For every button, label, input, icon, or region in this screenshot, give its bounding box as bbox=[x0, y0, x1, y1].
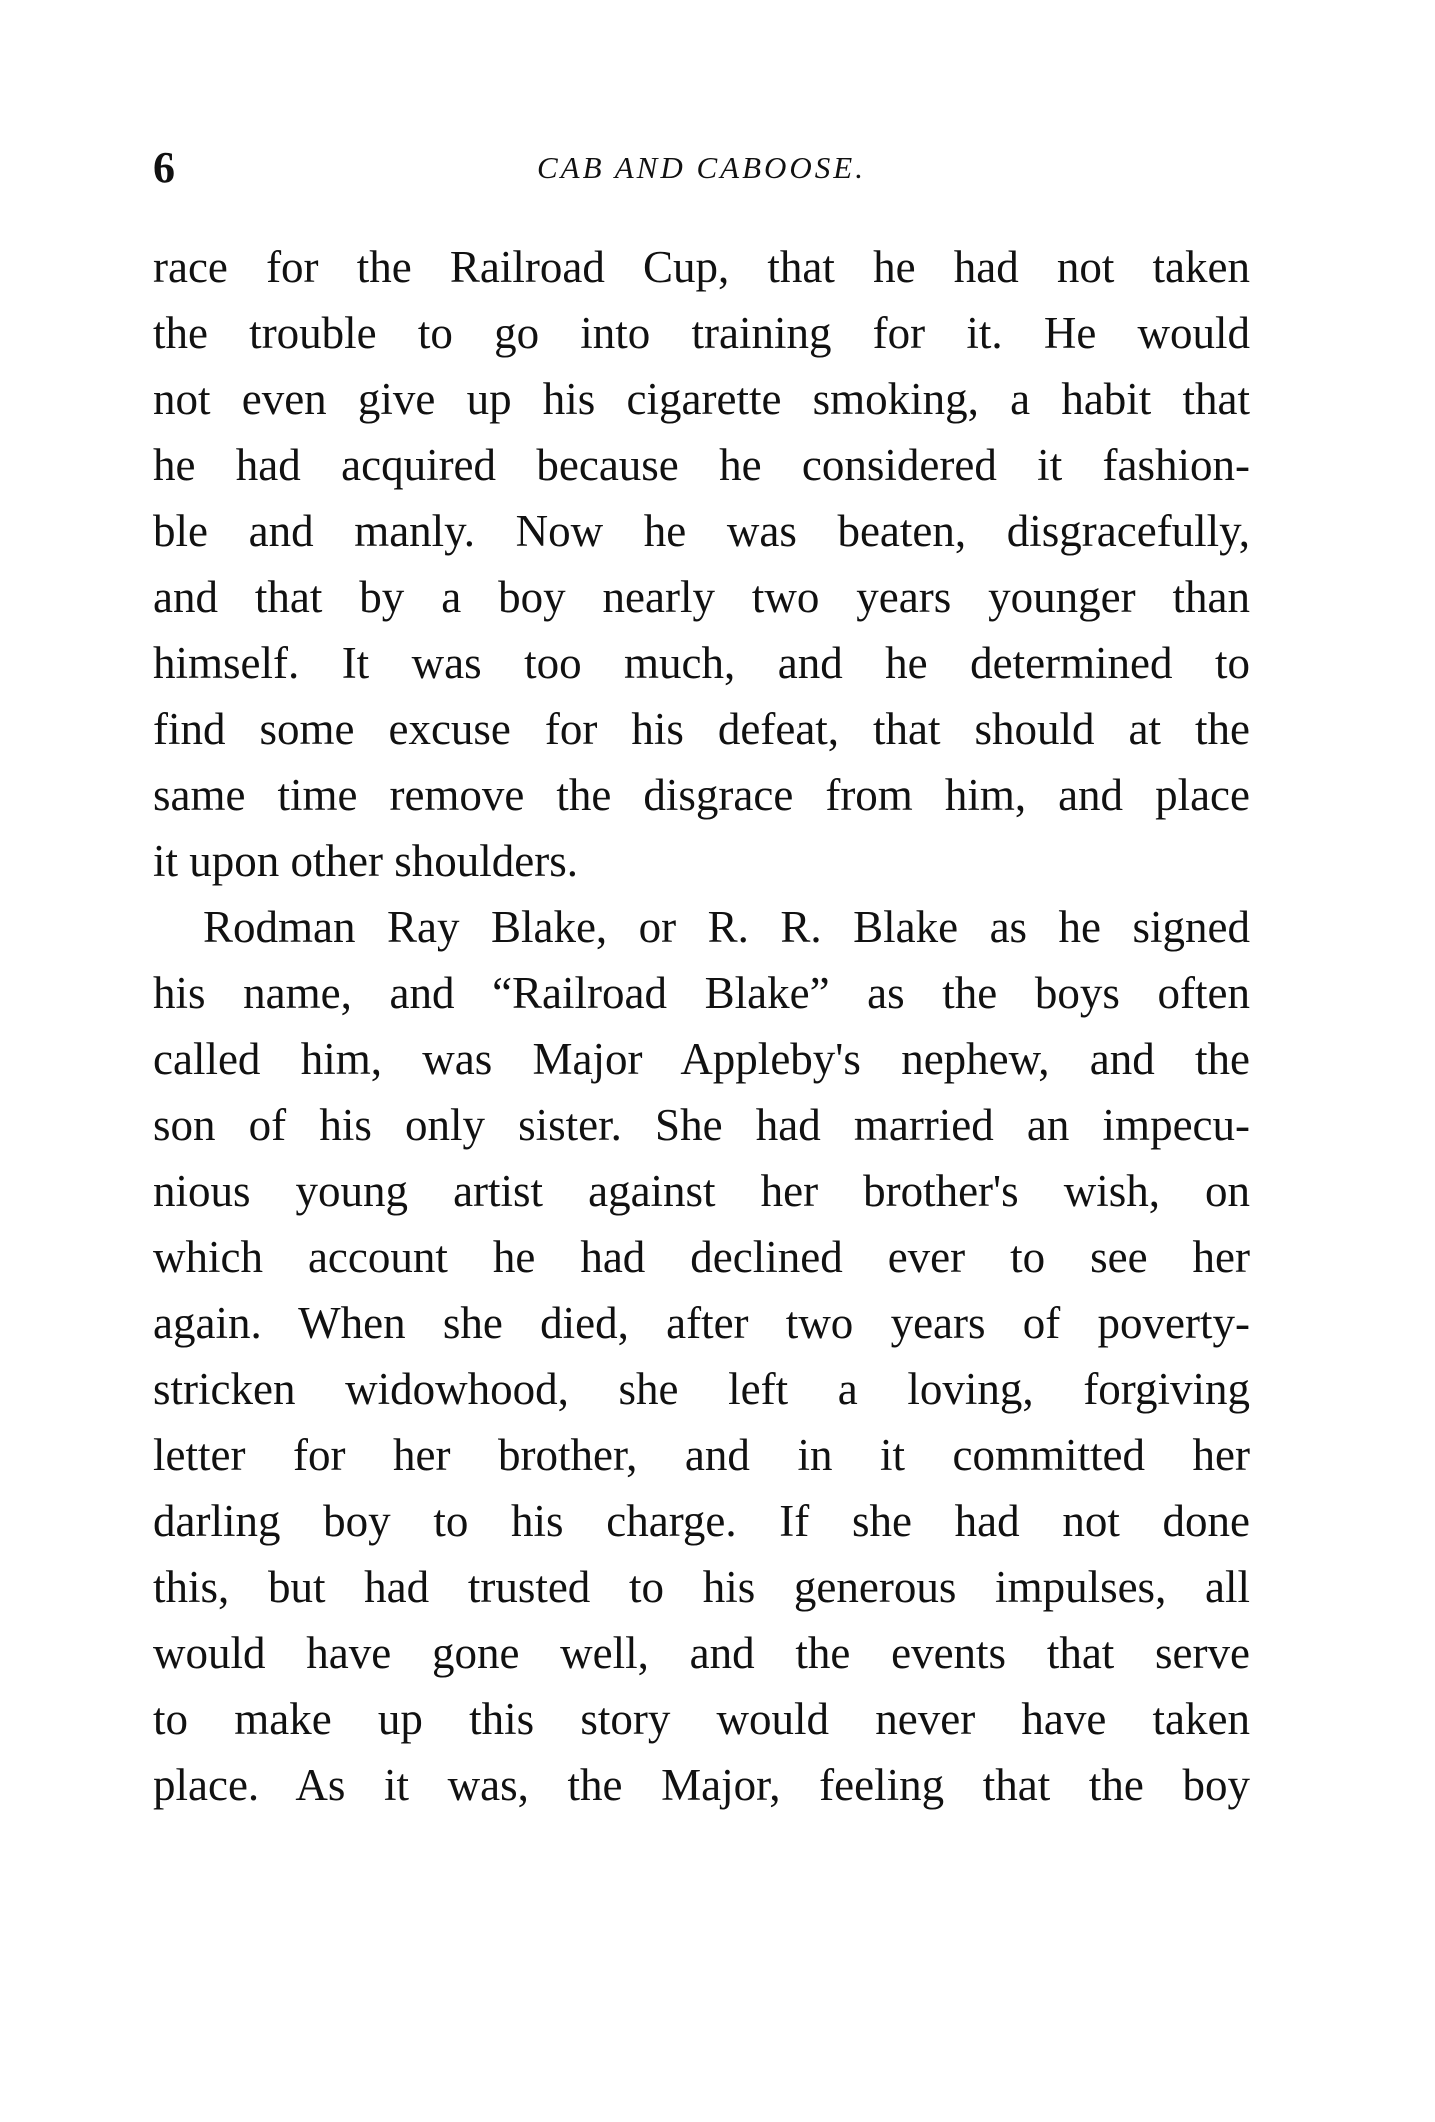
text-line: son of his only sister. She had married an impecu- bbox=[153, 1100, 1250, 1150]
text-line: place. As it was, the Major, feeling that the boy bbox=[153, 1760, 1250, 1810]
page-header bbox=[153, 135, 1250, 201]
text-line: not even give up his cigarette smoking, a habit that bbox=[153, 374, 1250, 424]
text-line: which account he had declined ever to see her bbox=[153, 1232, 1250, 1282]
running-title: CAB AND CABOOSE. bbox=[537, 150, 866, 185]
text-line: again. When she died, after two years of poverty- bbox=[153, 1298, 1250, 1348]
page-body bbox=[153, 234, 1250, 1818]
paragraph-2 bbox=[153, 894, 1250, 1818]
text-line: to make up this story would never have taken bbox=[153, 1694, 1250, 1744]
text-line: find some excuse for his defeat, that should at the bbox=[153, 704, 1250, 754]
text-line: himself. It was too much, and he determined to bbox=[153, 638, 1250, 688]
text-line: stricken widowhood, she left a loving, forgiving bbox=[153, 1364, 1250, 1414]
text-line: ble and manly. Now he was beaten, disgracefully, bbox=[153, 506, 1250, 556]
text-line: letter for her brother, and in it committed her bbox=[153, 1430, 1250, 1480]
text-line: his name, and “Railroad Blake” as the boys often bbox=[153, 968, 1250, 1018]
text-line: the trouble to go into training for it. He would bbox=[153, 308, 1250, 358]
text-line: and that by a boy nearly two years younger than bbox=[153, 572, 1250, 622]
text-line: race for the Railroad Cup, that he had not taken bbox=[153, 242, 1250, 292]
paragraph-1 bbox=[153, 234, 1250, 894]
text-line: called him, was Major Appleby's nephew, and the bbox=[153, 1034, 1250, 1084]
page-number: 6 bbox=[153, 143, 175, 192]
text-line: darling boy to his charge. If she had not done bbox=[153, 1496, 1250, 1546]
text-line: he had acquired because he considered it fashion- bbox=[153, 440, 1250, 490]
text-line: this, but had trusted to his generous impulses, all bbox=[153, 1562, 1250, 1612]
text-line: it upon other shoulders. bbox=[153, 836, 578, 886]
text-line: Rodman Ray Blake, or R. R. Blake as he signed bbox=[203, 902, 1250, 952]
text-line: would have gone well, and the events that serve bbox=[153, 1628, 1250, 1678]
text-line: nious young artist against her brother's wish, on bbox=[153, 1166, 1250, 1216]
text-line: same time remove the disgrace from him, and place bbox=[153, 770, 1250, 820]
